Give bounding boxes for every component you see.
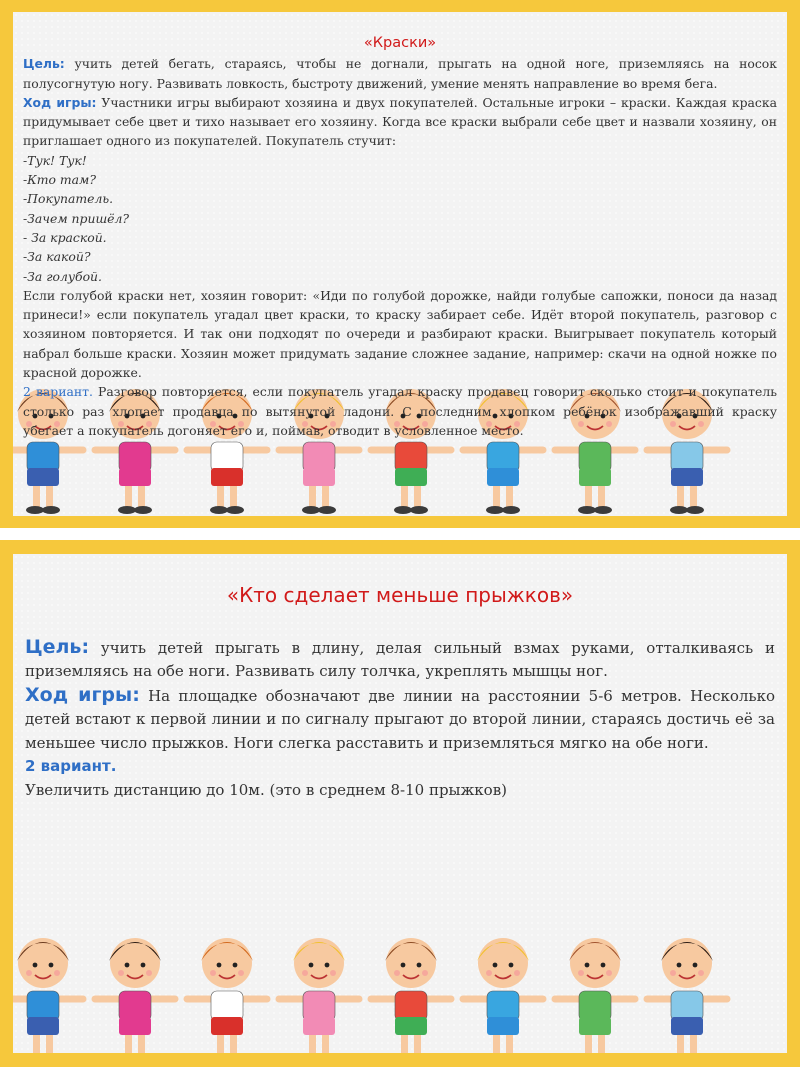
card-title: «Краски»: [363, 35, 437, 51]
child-figure: [95, 938, 175, 1053]
dialog-line: -За какой?: [23, 249, 91, 265]
goal-paragraph: [23, 54, 777, 93]
game-paragraph: [25, 684, 775, 756]
child-figure: [371, 938, 451, 1053]
goal-text: учить детей прыгать в длину, делая сильный взмах руками, отталкиваясь и приземляясь на обе ноги. Развивать силу толчка, укреплять мышцы ног.: [25, 638, 775, 680]
dialog-line: -Зачем пришёл?: [23, 210, 130, 226]
dialog-line: - За краской.: [23, 229, 107, 245]
dialog-line: -Покупатель.: [23, 191, 114, 207]
rules-paragraph: Если голубой краски нет, хозяин говорит: «Иди по голубой дорожке, найди голубые сапожки, поноси да назад принеси!» если покупатель угадал цвет краски, то краску забирает себе. Идёт второй покупатель, разговор с хозяином повторяется. И так они подходят по очереди и разбирают краски. Выигрывает покупатель который набрал больше краски. Хозяин может придумать задание сложнее задание, например: скачи на одной ножке по красной дорожке.: [23, 287, 777, 381]
variant-paragraph: Увеличить дистанцию до 10м. (это в среднем 8-10 прыжков): [25, 780, 507, 799]
game-paragraph: [23, 93, 777, 151]
variant-paragraph: [23, 382, 777, 440]
card-panel: [13, 554, 787, 1053]
card-title: «Кто сделает меньше прыжков»: [226, 583, 574, 607]
goal-label: Цель:: [25, 635, 90, 658]
card-panel: [13, 12, 787, 516]
card-text: [23, 34, 777, 440]
game-card-kraski: [0, 0, 800, 528]
child-figure: [463, 938, 543, 1053]
child-figure: [555, 938, 635, 1053]
dialog-line: -Тук! Тук!: [23, 152, 87, 168]
goal-text: учить детей бегать, стараясь, чтобы не догнали, прыгать на одной ноге, приземляясь на носок полусогнутую ногу. Развивать ловкость, быстроту движений, умение менять направление во время бега.: [23, 56, 777, 91]
child-figure: [187, 938, 267, 1053]
game-text: Участники игры выбирают хозяина и двух покупателей. Остальные игроки – краски. Каждая краска придумывает себе цвет и тихо называет его хозяину. Когда все краски выбрали себе цвет и назвали хозяину, он приглашает одного из покупателей. Покупатель стучит:: [23, 94, 777, 149]
children-illustration: [13, 921, 787, 1053]
card-text: [25, 584, 775, 802]
dialog-line: -За голубой.: [23, 268, 102, 284]
game-label: Ход игры:: [25, 683, 140, 706]
child-figure: [13, 938, 83, 1053]
dialog-line: -Кто там?: [23, 172, 96, 188]
goal-label: Цель:: [23, 56, 65, 72]
goal-paragraph: [25, 636, 775, 684]
variant-label: 2 вариант.: [23, 384, 93, 400]
game-label: Ход игры:: [23, 94, 97, 110]
variant-text: Разговор повторяется, если покупатель угадал краску продавец говорит сколько стоит и покупатель столько раз хлопает продавца по вытянутой ладони. С последним хлопком ребёнок изображавший краску убегает а покупатель догоняет его и, поймав, отводит в условленное место.: [23, 384, 777, 438]
game-card-jumps: [0, 540, 800, 1067]
child-figure: [647, 938, 727, 1053]
variant-label: 2 вариант.: [25, 757, 117, 775]
child-figure: [279, 938, 359, 1053]
variant-label-line: [25, 755, 775, 779]
game-text: На площадке обозначают две линии на расстоянии 5-6 метров. Несколько детей встают к первой линии и по сигналу прыгают до второй линии, стараясь достичь её за меньшее число прыжков. Ноги слегка расставить и приземляться мягко на обе ноги.: [25, 686, 775, 752]
